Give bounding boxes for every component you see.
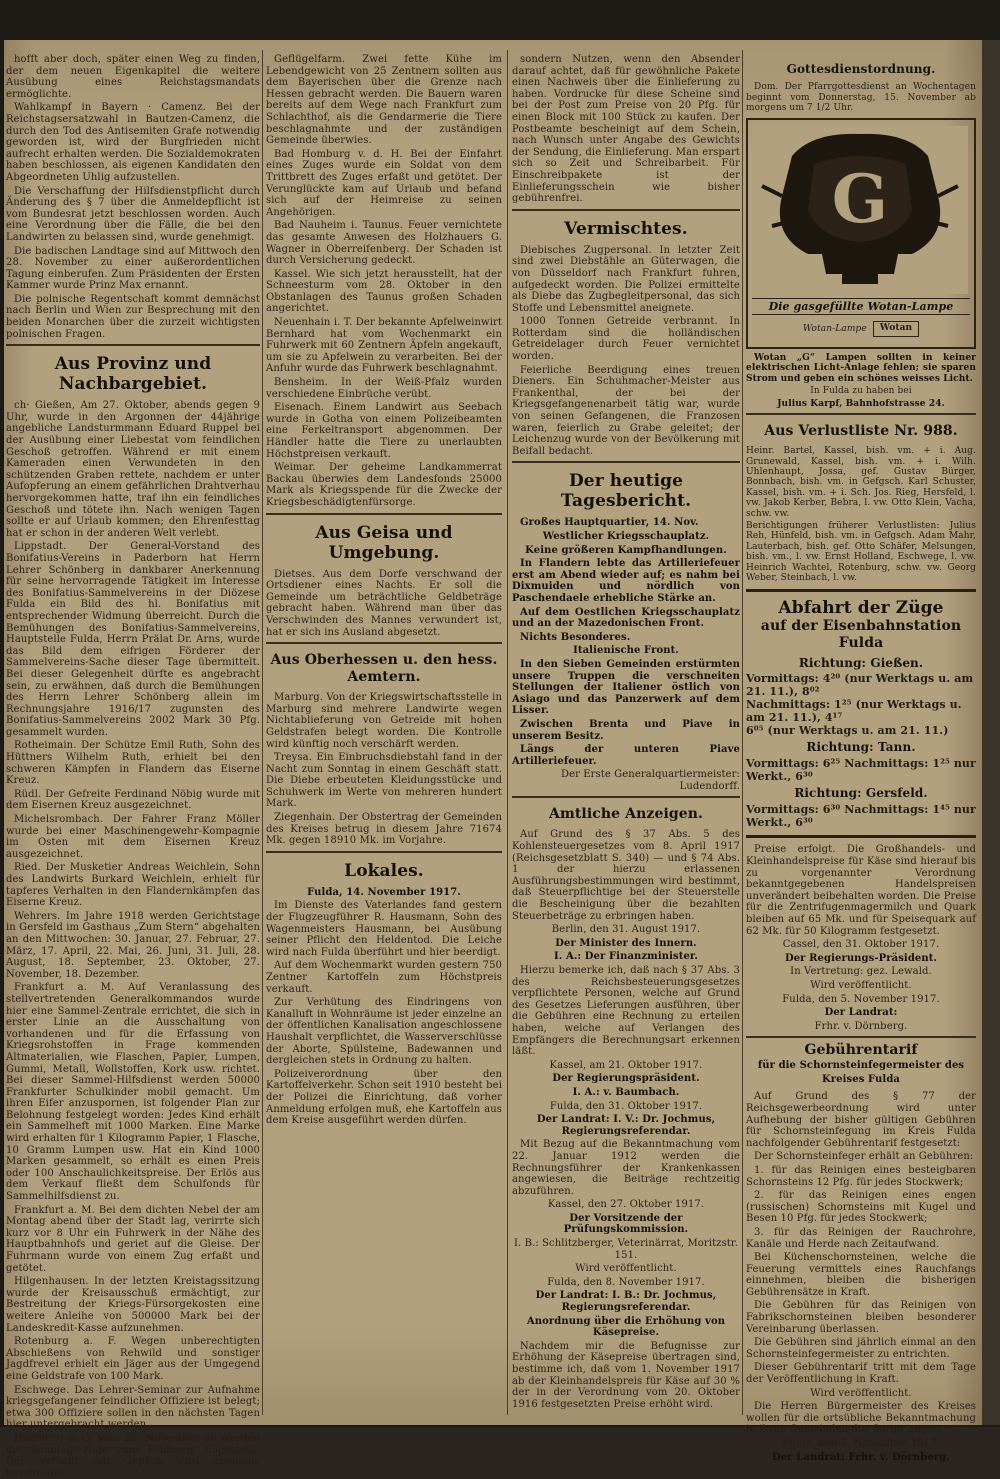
paragraph: Frankfurt a. M. Bei dem dichten Nebel der am Montag abend über der Stadt lag, verirrte sich kurz vor 8 Uhr ein Fuhrwerk in der Nähe des Hauptbahnhofs und geriet auf die Gleise. Der Fuhrmann wurde von einem Zug erfaßt und getötet. [6, 1204, 260, 1274]
casualty-list: Berichtigungen früherer Verlustlisten: Julius Reh, Hünfeld, bish. vm. in Gefgsch. Adam Mahr, Lauterbach, bish. gef. Otto Schäfer, Melsungen, bish. vm., l. vw. Ernst Holland, Eschwege, l. vw. Heinrich Wachtel, Rotenburg, schw. vw. Georg Weber, Steinbach, l. vw. [746, 521, 976, 584]
lamp-illustration [752, 126, 970, 294]
report-line: Nichts Besonderes. [520, 631, 631, 643]
paragraph: Feierliche Beerdigung eines treuen Dieners. Ein Schuhmacher-Meister aus Frankenthal, der bei der Kriegsgefangenenarbeit tätig war, wurde von seinen Gefangenen, die Franzosen waren, feierlich zu Grabe geleitet; der Leichenzug wurde von der Bevölkerung mit Beifall bedacht. [512, 364, 740, 457]
paragraph: Wotan „G“ Lampen sollten in keiner elektrischen Licht-Anlage fehlen; sie sparen Strom und geben ein schönes weisses Licht. [746, 352, 976, 384]
paragraph: Wehrers. Im Jahre 1918 werden Gerichtstage in Gersfeld im Gasthaus „Zum Stern“ abgehalten an den Mittwochen: 30. Januar, 27. Februar, 27. März, 17. April, 22. Mai, 26. Juni, 31. Juli, 28. August, 18. September, 23. Oktober, 27. November, 18. Dezember. [6, 910, 260, 980]
paragraph: sondern Nutzen, wenn den Absender darauf achtet, daß für gewöhnliche Pakete einen Nachweis über die Einlieferung zu haben. Vordrucke für diese Scheine sind bei der Post zum Preise von 20 Pfg. für einen Block mit 100 Stück zu kaufen. Der Postbeamte bescheinigt auf dem Schein, nach Wunsch unter Angabe des Gewichts der Sendung, die Einlieferung. Man erspart sich so Zeit und Schreibarbeit. Für Einschreibpakete ist der Einlieferungsschein wie bisher gebührenfrei. [512, 54, 740, 205]
paragraph: Dieser Gebührentarif tritt mit dem Tage der Veröffentlichung in Kraft. [746, 1362, 976, 1386]
train-direction: Richtung: Tann. [806, 740, 916, 755]
paragraph: Eisenach. Einem Landwirt aus Seebach wurde in Gotha von einem Polizeibeamten eine Ferkeltransport abgenommen. Der Händler hatte die Tiere zu unerlaubten Höchstpreisen verkauft. [266, 402, 502, 460]
signature: Der Vorsitzende der Prüfungskommission. [563, 1212, 689, 1236]
divider [266, 642, 502, 644]
paragraph: Die Verschaffung der Hilfsdienstpflicht durch Änderung des § 7 über die Anmeldepflicht ist vom Bundesrat jetzt beschlossen worden. Auch eine Verordnung über die Fälle, die bei den Landwirten zu belassen sind, wurde genehmigt. [6, 185, 260, 243]
lamp-trademark [752, 321, 970, 337]
dateline: Kassel, am 21. Oktober 1917. [549, 1059, 703, 1071]
divider [266, 513, 502, 515]
paragraph: Neuenhain i. T. Der bekannte Apfelweinwirt Bernhard hat vom Wochenmarkt ein Fuhrwerk mit 60 Zentnern Äpfeln angekauft, um sie zu Apfelwein zu verarbeiten. Bei der Anfuhr wurde das Fuhrwerk beschlagnahmt. [266, 317, 502, 375]
signature: I. B.: Schlitzberger, Veterinärrat, Moritzstr. 151. [514, 1238, 738, 1261]
paragraph: Die Gebühren für das Reinigen von Fabrikschornsteinen bleiben besonderer Vereinbarung überlassen. [746, 1300, 976, 1335]
section-heading: auf der Eisenbahnstation Fulda [760, 618, 962, 652]
report-line: In Flandern lebte das Artilleriefeuer erst am Abend wieder auf; es nahm bei Dixmuiden und nördlich von Paschendaele erhebliche Stärke an. [512, 558, 740, 604]
report-line: Großes Hauptquartier, 14. Nov. [520, 517, 699, 529]
divider [746, 1036, 976, 1038]
paragraph: Bei Küchenschornsteinen, welche die Feuerung vermittels eines Rauchfangs einnehmen, bleiben die bisherigen Gebührensätze in Kraft. [746, 1252, 976, 1298]
paragraph: Auf Grund des § 77 der Reichsgewerbeordnung wird unter Aufhebung der bisher gültigen Gebühren für Schornsteinfegung im Kreis Fulda nachfolgender Gebührentarif festgesetzt: [746, 1091, 976, 1149]
paragraph: 3. für das Reinigen der Rauchrohre, Kanäle und Herde nach Zeitaufwand. [746, 1226, 976, 1250]
lamp-caption: Die gasgefüllte Wotan-Lampe [752, 298, 970, 316]
paragraph: Zur Verhütung des Eindringens von Kanalluft in Wohnräume ist jeder einzelne an der öffentlichen Kanalisation angeschlossene Haushalt verpflichtet, die Wasserverschlüsse der Aborte, Spülsteine, Badewannen und dergleichen stets in Ordnung zu halten. [266, 997, 502, 1067]
paragraph: Polizeiverordnung über den Kartoffelverkehr. Schon seit 1910 besteht bei der Polizei die Einrichtung, daß vorher Anmeldung erfolgen muß, ehe Kartoffeln aus dem Kreise ausgeführt werden dürfen. [266, 1068, 502, 1127]
column-1 [6, 54, 260, 1479]
train-times: Nachmittags: 1²⁵ (nur Werktags u. am 21. 11.), 4¹⁷ [746, 698, 962, 725]
paragraph: Die Herren Bürgermeister des Kreises wollen für die ortsübliche Bekanntmachung in ihren Gemeinden das Sorge tragen. [746, 1401, 976, 1436]
train-times: Vormittags: 4²⁰ (nur Werktags u. am 21. 11.), 8⁰² [746, 672, 974, 699]
paragraph: Auf Grund des § 37 Abs. 5 des Kohlensteuergesetzes vom 8. April 1917 (Reichsgesetzblatt S. 340) — und § 74 Abs. 1 der hierzu erlassenen Ausführungsbestimmungen wird bestimmt, daß Steuerpflichtige bei der Steuerstelle die Bescheinigung über die bezahlten Steuerbeträge zu erbringen haben. [512, 829, 740, 922]
paragraph: Michelsrombach. Der Fahrer Franz Möller wurde bei einer Maschinengewehr-Kompagnie im Osten mit dem Eisernen Kreuz ausgezeichnet. [6, 814, 260, 860]
newspaper-page [4, 40, 982, 1479]
signature: Frhr. v. Dörnberg. [814, 1020, 908, 1032]
paragraph: Kassel. Wie sich jetzt herausstellt, hat der Schneesturm vom 28. Oktober in den Obstanlagen des Taunus großen Schaden angerichtet. [266, 268, 502, 315]
report-line: Keine größeren Kampfhandlungen. [525, 544, 727, 556]
paragraph: Nachdem mir die Befugnisse zur Erhöhung der Käsepreise übertragen sind, bestimme ich, daß vom 1. November 1917 ab der Kleinhandelspreis für Käse auf 30 % der in der Verordnung vom 20. Oktober 1916 festgesetzten Preise erhöht wird. [512, 1340, 740, 1410]
section-heading: Aus Geisa und Umgebung. [315, 522, 453, 563]
dateline: Berlin, den 31. August 1917. [551, 924, 701, 936]
section-heading: Abfahrt der Züge [778, 598, 944, 619]
casualty-list: Heinr. Bartel, Kassel, bish. vm. + i. Aug. Grunewald, Kassel, bish. vm. + i. Wilh. Uhlenhaupt, Jossa, gef. Gustav Bürger, Bonnbach, bish. vm. in Gefgsch. Karl Schuster, Kassel, bish. vm. + i. Sch. Jos. Rieg, Hersfeld, l. vw. Jakob Kerber, Bebra, l. vw. Otto Klein, Vacha, schw. vw. [746, 446, 976, 519]
train-times: Vormittags: 6³⁰ Nachmittags: 1⁴⁵ nur Werkt., 6³⁰ [746, 803, 976, 830]
column-rule [742, 50, 743, 1415]
section-heading: Vermischtes. [564, 218, 688, 239]
report-line: Zwischen Brenta und Piave in unserem Besitz. [512, 718, 740, 742]
column-rule [507, 50, 508, 1415]
dateline: Fulda, 14. November 1917. [307, 886, 461, 898]
paragraph: Marburg. Von der Kriegswirtschaftsstelle in Marburg sind mehrere Landwirte wegen Nichtablieferung von Getreide mit hohen Geldstrafen belegt worden. Die Kontrolle wird künftig noch verschärft werden. [266, 692, 502, 750]
paragraph: Hilgenhausen. In der letzten Kreistagssitzung wurde der Kreisausschuß ermächtigt, zur Bestreitung der Kriegs-Fürsorgekosten eine weitere Anleihe von 500000 Mark bei der Landeskredit-Kasse aufzunehmen. [6, 1276, 260, 1334]
paragraph: 1000 Tonnen Getreide verbrannt. In Rotterdam sind die holländischen Getreidelager durch Feuer vernichtet worden. [512, 316, 740, 363]
paragraph: 1. für das Reinigen eines besteigbaren Schornsteins 12 Pfg. für jedes Stockwerk; [746, 1164, 976, 1188]
paragraph: Bad Nauheim i. Taunus. Feuer vernichtete das gesamte Anwesen des Holzhauers G. Wagner in Oberreifenberg. Der Schaden ist durch Versicherung gedeckt. [266, 220, 502, 267]
train-direction: Richtung: Gersfeld. [794, 786, 928, 801]
paragraph: Rotheimain. Der Schütze Emil Ruth, Sohn des Hüttners Wilhelm Ruth, erhielt bei den schweren Kämpfen in Flandern das Eiserne Kreuz. [6, 740, 260, 787]
train-times: Vormittags: 6²⁵ Nachmittags: 1²⁵ nur Werkt., 6³⁰ [746, 757, 976, 784]
notice-heading: Anordnung über die Erhöhung von Käsepreise. [526, 1315, 726, 1339]
divider [746, 835, 976, 838]
paragraph: Bad Homburg v. d. H. Bei der Einfahrt eines Zuges wurde ein Soldat von dem Trittbrett des Zuges erfaßt und getötet. Der Verunglückte kam auf Urlaub und befand sich auf der Heimreise zu seinen Angehörigen. [266, 148, 502, 218]
lamp-mark: Wotan [873, 321, 919, 337]
paragraph: Homburg a. G. Vom 25. November ab werden die Sonntags-Züge zum Feldberg eingestellt. Der Verkehr mit Gepäck wird ebenfalls beschränkt. [6, 1432, 260, 1479]
paragraph: Lippstadt. Der General-Vorstand des Bonifatius-Vereins in Paderborn hat Herrn Lehrer Schönberg in dankbarer Anerkennung für seine hervorragende Tätigkeit im Interesse des Bonifatius-Sammelvereins in der Diözese Fulda ein Bild des hl. Bonifatius mit entsprechender Widmung überreicht. Durch die Bemühungen des Bonifatius-Sammelvereins, Hauptstelle Fulda, Herrn Prälat Dr. Arns, wurde das Bild dem eifrigen Förderer der Sammelvereins-Sache dieser Tage übermittelt. Bei dieser Gelegenheit dürfte es angebracht sein, zu erwähnen, daß durch die Bemühungen des Herrn Lehrer Schönberg allein im Rechnungsjahre 1916/17 zugunsten des Bonifatius-Sammelvereins 2002 Mark 30 Pfg. gesammelt wurden. [6, 541, 260, 738]
divider [266, 851, 502, 853]
report-line: Italienische Front. [573, 645, 679, 657]
section-heading: Aus Provinz und Nachbargebiet. [54, 354, 212, 395]
column-4 [746, 54, 976, 1463]
page-edge [982, 40, 1000, 1425]
train-direction: Richtung: Gießen. [798, 656, 924, 671]
signature: I. A.: Der Finanzminister. [554, 951, 698, 963]
signature: Der Regierungspräsident. [552, 1073, 700, 1085]
section-heading: Aus Verlustliste Nr. 988. [764, 423, 958, 440]
paragraph: Die badischen Landtage sind auf Mittwoch den 28. November zu einer außerordentlichen Tagung einberufen. Zum Präsidenten der Ersten Kammer wurde Prinz Max ernannt. [6, 245, 260, 292]
divider [512, 461, 740, 463]
dateline: Kassel, den 27. Oktober 1917. [547, 1199, 705, 1211]
paragraph: Hierzu bemerke ich, daß nach § 37 Abs. 3 des Reichsbesteuerungsgesetzes verpflichtete Personen, welche auf Grund des Gesetzes Lieferungen ausführen, über die Gebühren eine Rechnung zu erteilen haben, welche auf Verlangen des Empfängers die Berechnungsart erkennen läßt. [512, 965, 740, 1058]
lamp-subtitle: Wotan-Lampe [802, 323, 867, 334]
dealer-name: Julius Karpf, Bahnhofstrasse 24. [777, 398, 945, 409]
paragraph: 2. für das Reinigen eines engen (russischen) Schornsteins mit Kugel und Besen 10 Pfg. für jedes Stockwerk; [746, 1190, 976, 1225]
lamp-logo-icon [752, 126, 968, 294]
notice: Wird veröffentlicht. [575, 1263, 677, 1275]
section-heading: Gottesdienstordnung. [786, 62, 936, 76]
paragraph: Auf dem Wochenmarkt wurden gestern 750 Zentner Kartoffeln zum Höchstpreis verkauft. [266, 960, 502, 995]
paragraph: ch· Gießen, Am 27. Oktober, abends gegen 9 Uhr, wurde in den Argonnen der 44jährige angebliche Landsturmmann Eduard Ruppel bei der Ausübung einer Liebestat vom feindlichen Geschoß getroffen. Während er mit einem Kameraden einen Verwundeten in den schützenden Graben rettete, nachdem er unter Aufopferung an einem gefährlichen Drahtverhau hervorgekommen hatte, traf ihn ein feindliches Geschoß und tötete ihn. Nach wenigen Tagen sollte er auf Urlaub kommen; den Ehrenfesttag hat er schon in der anderen Welt verlebt. [6, 400, 260, 539]
section-subheading: für die Schornsteinfegermeister des Kreises Fulda [757, 1060, 965, 1086]
divider [746, 413, 976, 415]
notice: Wird veröffentlicht. [810, 1387, 912, 1399]
paragraph: Ziegenhain. Der Obstertrag der Gemeinden des Kreises betrug in diesem Jahre 71674 Mk. gegen 18910 Mk. im Vorjahre. [266, 812, 502, 847]
signature: Der Landrat: Frhr. v. Dörnberg. [772, 1451, 950, 1463]
section-heading: Der heutige Tagesbericht. [560, 471, 692, 512]
column-rule [262, 50, 263, 1415]
notice: Wird veröffentlicht. [810, 980, 912, 991]
paragraph: Im Dienste des Vaterlandes fand gestern der Flugzeugführer R. Hausmann, Sohn des Wagenmeisters Hausmann, bei Ausübung seiner Pflicht den Heldentod. Die Leiche wird nach Fulda überführt und hier beerdigt. [266, 900, 502, 958]
svg-text:G: G [831, 159, 889, 238]
paragraph: Die polnische Regentschaft kommt demnächst nach Berlin und Wien zur Besprechung mit den beiden Monarchen über die zurzeit wichtigsten polnischen Fragen. [6, 293, 260, 340]
divider [746, 589, 976, 592]
paragraph: Die Gebühren sind jährlich einmal an den Schornsteinfegermeister zu entrichten. [746, 1337, 976, 1360]
paragraph: Rotenburg a. F. Wegen unberechtigten Abschießens von Rehwild und sonstiger Jagdfrevel erhielt ein Jäger aus der Umgegend eine Geldstrafe von 100 Mark. [6, 1336, 260, 1382]
paragraph: Bensheim. In der Weiß-Pfalz wurden verschiedene Einbrüche verübt. [266, 377, 502, 400]
divider [6, 344, 260, 346]
divider [512, 209, 740, 211]
section-heading: Gebührentarif [804, 1042, 918, 1059]
dateline: Cassel, den 31. Oktober 1917. [782, 939, 940, 951]
section-heading: Amtliche Anzeigen. [548, 806, 704, 823]
report-line: In den Sieben Gemeinden erstürmten unsere Truppen die verschneiten Stellungen der Italiener östlich von Asiago und das Panzerwerk auf dem Lisser. [512, 658, 740, 717]
dateline: Fulda, den 5. November 1917. [782, 1438, 940, 1449]
column-3 [512, 54, 740, 1419]
paragraph: Rüdl. Der Gefreite Ferdinand Nöbig wurde mit dem Eisernen Kreuz ausgezeichnet. [6, 788, 260, 812]
paragraph: hofft aber doch, später einen Weg zu finden, der dem neuen Eigenkapitel die weitere Ausübung eines Reichstagsmandats ermöglichte. [6, 54, 260, 100]
lamp-advertisement [746, 118, 976, 349]
dateline: Fulda, den 8. November 1917. [547, 1276, 705, 1288]
dateline: Fulda, den 31. Oktober 1917. [549, 1100, 703, 1112]
report-line: Längs der unteren Piave Artilleriefeuer. [512, 744, 740, 767]
paragraph: Ried. Der Musketier Andreas Weichlein, Sohn des Landwirts Burkard Weichlein, erhielt für tapferes Verhalten in den Flandernkämpfen das Eiserne Kreuz. [6, 862, 260, 909]
signature: I. A.: v. Baumbach. [572, 1086, 680, 1098]
signature: In Vertretung: gez. Lewald. [790, 966, 932, 978]
paragraph: Frankfurt a. M. Auf Veranlassung des stellvertretenden Generalkommandos wurde hier eine Sammel-Zentrale errichtet, die sich in erster Linie an die Ausschaltung von vorhandenen und für die Erfassung von Kriegsrohstoffen in Frage kommenden Altmaterialien, wie Flaschen, Papier, Lumpen, Gummi, Metall, Wollstoffen, Kork usw. richtet. Bei dieser Sammel-Hilfsdienst werden 50000 Frankfurter Schulkinder mobil gemacht. Um ihren Eifer anzuspornen, ist folgender Plan zur Belohnung festgelegt worden: Jedes Kind erhält ein Sammelheft mit 1000 Marken. Eine Marke wird erhalten für 1 Kilogramm Papier, 1 Flasche, 10 Gramm Lumpen usw. Hat ein Kind 1000 Marken gesammelt, so erhält es einen Preis oder 100 Anschaulichkeitspreise. Der Erlös aus dem Verkauf fließt dem Schulfonds für Sammelhilfsdienst zu. [6, 982, 260, 1203]
paragraph: Der Schornsteinfeger erhält an Gebühren: [754, 1151, 974, 1163]
signature: Der Landrat: [824, 1007, 898, 1019]
section-heading: Lokales. [344, 860, 424, 881]
paragraph: Dietses. Aus dem Dorfe verschwand der Ortsdiener eines Nachts. Er soll die Gemeinde um beträchtliche Geldbeträge gebracht haben. Während man über das Verschwinden des Mannes verwundert ist, hat er sich ins Ausland abgesetzt. [266, 568, 502, 638]
paragraph: Geflügelfarm. Zwei fette Kühe im Lebendgewicht von 25 Zentnern sollten aus dem Bayerischen über die Grenze nach Hessen gebracht werden. Die Bauern waren bereits auf dem Wege nach Frankfurt zum Schlachthof, als die Gendarmerie die Tiere beschlagnahmte und der zuständigen Gemeinde überwies. [266, 54, 502, 147]
paragraph: Dom. Der Pfarrgottesdienst an Wochentagen beginnt vom Donnerstag, 15. November ab morgens um 7 1/2 Uhr. [746, 82, 976, 113]
signature: Der Minister des Innern. [555, 937, 697, 949]
report-line: Westlicher Kriegsschauplatz. [542, 531, 710, 542]
train-times: 6⁰⁵ (nur Werktags u. am 21. 11.) [746, 724, 949, 738]
paragraph: Eschwege. Das Lehrer-Seminar zur Aufnahme kriegsgefangener feindlicher Offiziere ist belegt; etwa 300 Offiziere sollen in den nächsten Tagen hier untergebracht werden. [6, 1384, 260, 1431]
paragraph: Mit Bezug auf die Bekanntmachung vom 22. Januar 1912 werden die Rechnungsführer der Krankenkassen angewiesen, die Beiträge rechtzeitig abzuführen. [512, 1139, 740, 1197]
paragraph: In Fulda zu haben bei [810, 386, 912, 397]
paragraph: Preise erfolgt. Die Großhandels- und Kleinhandelspreise für Käse sind hierauf bis zu vorgenannter Verordnung bekanntgegebenen Handelspreisen unverändert beibehalten worden. Die Preise für die Zentrifugenmagermilch und Quark bleiben auf 65 Mk. und für Speisequark auf 62 Mk. für 50 Kilogramm festgesetzt. [746, 844, 976, 937]
divider [512, 796, 740, 798]
report-signature: Der Erste Generalquartiermeister: Ludendorff. [560, 769, 740, 792]
paragraph: Weimar. Der geheime Landkammerrat Backau überwies dem Landesfonds 25000 Mark als Kriegsspende für die Zwecke der Kriegsbeschädigtenfürsorge. [266, 462, 502, 508]
column-2 [266, 54, 502, 1419]
paragraph: Treysa. Ein Einbruchsdiebstahl fand in der Nacht zum Sonntag in einem Geschäft statt. Die Diebe erbeuteten Kleidungsstücke und Schuhwerk im Werte von mehreren hundert Mark. [266, 752, 502, 810]
report-line: Auf dem Oestlichen Kriegsschauplatz und an der Mazedonischen Front. [512, 606, 740, 630]
signature: Der Landrat: I. B.: Dr. Jochmus, Regierungsreferendar. [535, 1290, 717, 1314]
dateline: Fulda, den 5. November 1917. [782, 993, 940, 1005]
signature: Der Regierungs-Präsident. [784, 952, 938, 964]
paragraph: Diebisches Zugpersonal. In letzter Zeit sind zwei Diebstähle an Güterwagen, die von Düsseldorf nach Frankfurt fuhren, aufgedeckt worden. Die Polizei ermittelte als Diebe das Zugbegleitpersonal, das sich Stoffe und Lebensmittel aneignete. [512, 244, 740, 314]
section-heading: Aus Oberhessen u. den hess. Aemtern. [270, 652, 498, 686]
paragraph: Wahlkampf in Bayern · Camenz. Bei der Reichstagsersatzwahl in Bautzen-Camenz, die durch den Tod des Antisemiten Grafe notwendig geworden ist, wird der Burgfrieden nicht aufrecht erhalten werden. Die Sozialdemokraten haben beschlossen, als eigenen Kandidaten den Abgeordneten Uhlig aufzustellen. [6, 102, 260, 183]
signature: Der Landrat: I. V.: Dr. Jochmus, Regierungsreferendar. [536, 1114, 716, 1137]
